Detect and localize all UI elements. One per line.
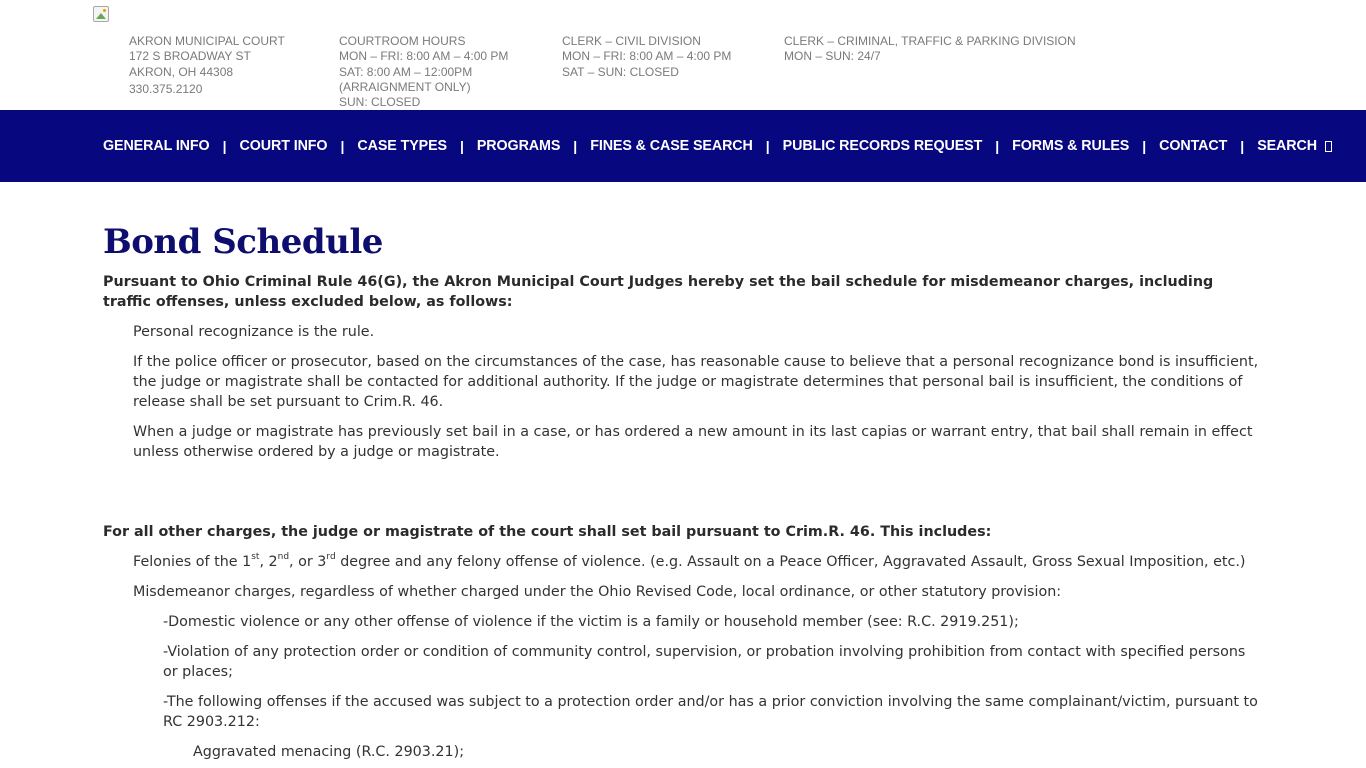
rule-paragraph: If the police officer or prosecutor, based on the circumstances of the case, has reasonable cause to believe that a personal recognizance bond is insufficient, the judge or magistrate shall be contacted for additional authority. If the judge or magistrate determines that personal bail is insufficient, the conditions of release shall be set pursuant to Crim.R. 46. [133,354,1259,410]
rule-paragraph: When a judge or magistrate has previously set bail in a case, or has ordered a new amount in its last capias or warrant entry, that bail shall remain in effect unless otherwise ordered by a judge or magistrate. [133,424,1253,460]
nav-separator: | [765,138,770,154]
clerk-criminal-hours-block [784,34,1076,65]
nav-search[interactable] [1257,138,1332,154]
court-address-block [129,34,285,97]
nav-separator: | [222,138,227,154]
hours-line: (ARRAIGNMENT ONLY) [339,79,471,94]
nav-separator: | [995,138,1000,154]
main-navigation [0,110,1366,182]
nav-separator: | [573,138,578,154]
hours-line: MON – FRI: 8:00 AM – 4:00 PM [339,49,509,64]
nav-separator: | [340,138,345,154]
sub-item: -Violation of any protection order or condition of community control, supervision, or probation involving prohibition from contact with specified persons or places; [163,644,1246,680]
hours-line: SAT – SUN: CLOSED [562,64,679,79]
hours-line: SAT: 8:00 AM – 12:00PM [339,64,473,79]
nav-public-records-request[interactable]: PUBLIC RECORDS REQUEST [782,138,983,154]
main-content [103,220,1263,762]
site-logo[interactable] [93,6,109,22]
search-icon [1325,141,1332,152]
sub-item: -Domestic violence or any other offense of violence if the victim is a family or household member (see: R.C. 2919.251); [163,614,1019,630]
nav-forms-rules[interactable]: FORMS & RULES [1012,138,1130,154]
hours-line: MON – FRI: 8:00 AM – 4:00 PM [562,49,732,64]
page-title: Bond Schedule [103,222,383,262]
nav-separator: | [1142,138,1147,154]
nav-contact[interactable]: CONTACT [1159,138,1228,154]
nav-menu [103,110,1332,182]
clerk-civil-hours-block [562,34,731,80]
nav-general-info[interactable]: GENERAL INFO [103,138,210,154]
offense-item: Aggravated menacing (R.C. 2903.21); [193,744,465,760]
address-line: 172 S BROADWAY ST [129,49,251,64]
hours-title: CLERK – CRIMINAL, TRAFFIC & PARKING DIVISION [784,34,1076,48]
nav-court-info[interactable]: COURT INFO [239,138,328,154]
sub-item: -The following offenses if the accused was subject to a protection order and/or has a prior conviction involving the same complainant/victim, pursuant to RC 2903.212: [163,694,1258,730]
nav-programs[interactable]: PROGRAMS [476,138,561,154]
hours-title: CLERK – CIVIL DIVISION [562,34,701,48]
nav-case-types[interactable]: CASE TYPES [357,138,447,154]
nav-separator: | [1240,138,1245,154]
nav-search-label: SEARCH [1257,138,1317,154]
other-charges-heading: For all other charges, the judge or magistrate of the court shall set bail pursuant to Crim.R. 46. This includes: [103,524,992,540]
hours-title: COURTROOM HOURS [339,34,466,48]
hours-line: MON – SUN: 24/7 [784,49,881,64]
courtroom-hours-block [339,34,508,110]
rule-paragraph: Personal recognizance is the rule. [133,324,375,340]
address-line: AKRON, OH 44308 [129,64,234,79]
felonies-paragraph: Felonies of the 1st, 2nd, or 3rd degree and any felony offense of violence. (e.g. Assault on a Peace Officer, Aggravated Assault, Gross Sexual Imposition, etc.) [133,552,1246,570]
nav-fines-case-search[interactable]: FINES & CASE SEARCH [590,138,753,154]
phone-link[interactable]: 330.375.2120 [129,81,203,96]
court-name: AKRON MUNICIPAL COURT [129,34,285,48]
nav-separator: | [459,138,464,154]
intro-paragraph: Pursuant to Ohio Criminal Rule 46(G), the Akron Municipal Court Judges hereby set the bail schedule for misdemeanor charges, including traffic offenses, unless excluded below, as follows: [103,274,1214,310]
misdemeanor-paragraph: Misdemeanor charges, regardless of whether charged under the Ohio Revised Code, local ordinance, or other statutory provision: [133,584,1062,600]
hours-line: SUN: CLOSED [339,95,421,110]
